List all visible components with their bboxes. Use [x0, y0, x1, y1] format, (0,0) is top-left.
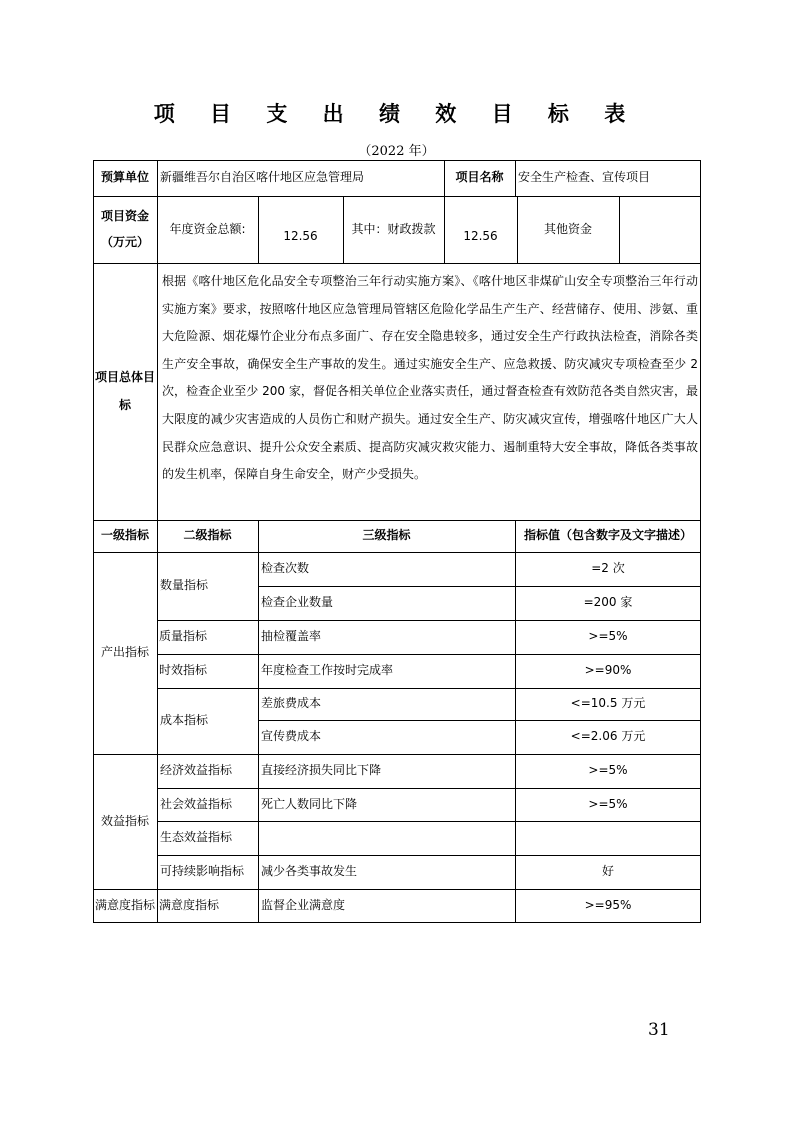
value-cell: 好 [601, 864, 614, 879]
value-cell: <=10.5 万元 [570, 696, 646, 711]
goal-label-line1: 项目总体目 [94, 369, 155, 384]
value-cell [515, 821, 701, 855]
other-funds-value [619, 196, 701, 263]
level3-cell: 减少各类事故发生 [261, 864, 358, 879]
header-level2: 二级指标 [183, 528, 232, 543]
annual-total-label: 年度资金总额: [169, 221, 246, 236]
goal-label-line2: 标 [118, 397, 131, 412]
level3-cell: 监督企业满意度 [261, 898, 346, 913]
value-cell: =200 家 [583, 595, 633, 610]
level2-timeliness: 时效指标 [159, 663, 208, 678]
level3-cell: 检查次数 [261, 561, 310, 576]
level1-output: 产出指标 [100, 645, 149, 660]
level3-cell [258, 821, 515, 855]
project-name-label: 项目名称 [455, 170, 504, 185]
funds-label [93, 196, 157, 263]
level1-benefit: 效益指标 [100, 813, 149, 828]
goal-text: 根据《喀什地区危化品安全专项整治三年行动实施方案》、《喀什地区非煤矿山安全专项整治三年行动实施方案》要求，按照喀什地区应急管理局管辖区危险化学品生产生产、经营储存、使用、涉氨、重大危险源、烟花爆竹企业分布点多面广、存在安全隐患较多，通过安全生产行政执法检查，消除各类生产安全事故，确保安全生产事故的发生。通过实施安全生产、应急救援、防灾减灾专项检查至少 2 次，检查企业至少 200 家，督促各相关单位企业落实责任，通过督查检查有效防范各类自然灾害，最大限度的减少灾害造成的人员伤亡和财产损失。通过安全生产、防灾减灾宣传，增强喀什地区广大人民群众应急意识、提升公众安全素质、提高防灾减灾救灾能力、遏制重特大安全事故，降低各类事故的发生机率，保障自身生命安全，财产少受损失。 [162, 274, 698, 482]
fiscal-value: 12.56 [463, 228, 498, 243]
annual-total-value: 12.56 [283, 228, 318, 243]
level3-cell: 宣传费成本 [261, 729, 322, 744]
level2-satisfaction: 满意度指标 [159, 898, 220, 913]
page-number: 31 [648, 1020, 670, 1040]
level3-cell: 直接经济损失同比下降 [261, 763, 382, 778]
level2-cost: 成本指标 [160, 713, 209, 728]
value-cell: >=5% [588, 763, 628, 778]
value-cell: >=90% [584, 663, 632, 678]
level2-quantity: 数量指标 [160, 578, 209, 593]
funds-label-line1: 项目资金 [100, 209, 149, 224]
funds-label-line2: （万元） [100, 234, 149, 249]
header-level1: 一级指标 [100, 528, 149, 543]
project-name-value: 安全生产检查、宣传项目 [518, 170, 651, 185]
value-cell: >=5% [588, 796, 628, 811]
level3-cell: 年度检查工作按时完成率 [261, 663, 394, 678]
budget-unit-label: 预算单位 [100, 170, 149, 185]
level2-quality: 质量指标 [159, 629, 208, 644]
table-rule [93, 263, 701, 264]
fiscal-label: 其中：财政拨款 [351, 221, 436, 236]
level3-cell: 检查企业数量 [261, 595, 334, 610]
level3-cell: 抽检覆盖率 [261, 629, 322, 644]
level2-economic: 经济效益指标 [160, 763, 233, 778]
goal-label [93, 263, 157, 520]
level3-cell: 死亡人数同比下降 [261, 796, 358, 811]
document-title: 项 目 支 出 绩 效 目 标 表 [153, 101, 640, 126]
other-funds-label: 其他资金 [543, 221, 592, 236]
value-cell: <=2.06 万元 [570, 729, 646, 744]
budget-unit-value: 新疆维吾尔自治区喀什地区应急管理局 [160, 170, 365, 185]
level2-ecological: 生态效益指标 [160, 830, 233, 845]
document-year: （2022 年） [358, 144, 435, 159]
value-cell: =2 次 [591, 561, 625, 576]
level1-satisfaction: 满意度指标 [94, 898, 155, 913]
level3-cell: 差旅费成本 [261, 696, 322, 711]
header-level3: 三级指标 [362, 528, 411, 543]
level2-social: 社会效益指标 [160, 796, 233, 811]
value-cell: >=95% [584, 898, 632, 913]
level2-sustainable: 可持续影响指标 [160, 864, 245, 879]
header-value: 指标值（包含数字及文字描述） [523, 528, 692, 543]
value-cell: >=5% [588, 629, 628, 644]
